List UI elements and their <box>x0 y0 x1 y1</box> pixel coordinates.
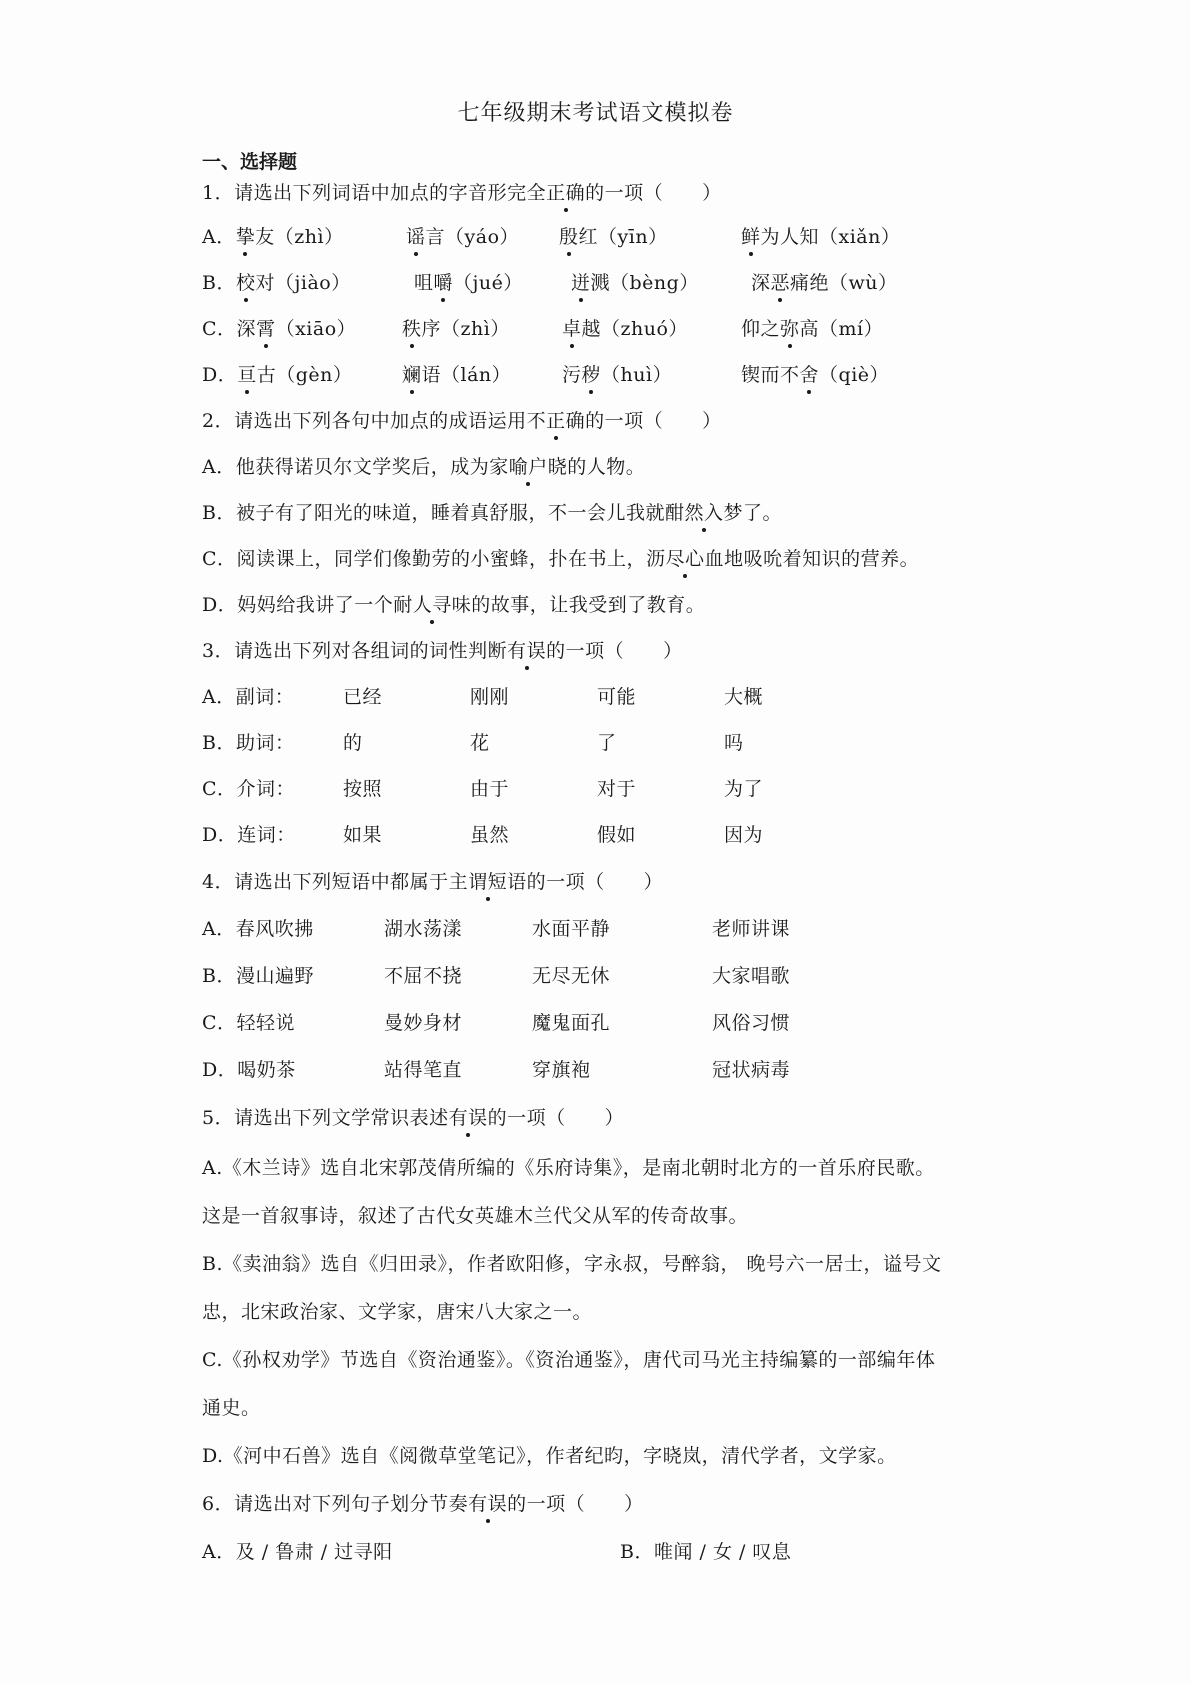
text-run: 痛绝（wù） <box>790 272 898 294</box>
text-run: 3．请选出下列对各组词的词性判断 <box>202 640 508 662</box>
q3-a-w4: 大概 <box>724 686 764 708</box>
section-heading: 一、选择题 <box>202 151 298 173</box>
text-run: 高（mí） <box>799 318 884 340</box>
q4-option-b: B．漫山遍野 <box>202 965 314 987</box>
q1-a-word2 <box>406 222 519 249</box>
q3-c-w4: 为了 <box>724 778 764 800</box>
q6-option-a: A．及 / 鲁肃 / 过寻阳 <box>202 1541 393 1563</box>
text-run: 的一项（ ） <box>487 1107 625 1129</box>
dotted-text: 斓 <box>402 360 422 387</box>
dotted-text: 秩 <box>402 314 422 341</box>
dotted-text: 弥 <box>780 314 800 341</box>
dotted-text: 霄 <box>256 314 276 341</box>
text-run: 古（gèn） <box>256 364 353 386</box>
q5-option-c-line1: C.《孙权劝学》节选自《资治通鉴》。《资治通鉴》，唐代司马光主持编纂的一部编年体 <box>202 1349 936 1371</box>
dotted-text: 有误 <box>468 1489 507 1516</box>
q1-d-word2 <box>402 360 511 387</box>
text-run: 地吸吮着知识的营养。 <box>724 548 920 570</box>
text-run: 1．请选出下列词语中加点的字音形完全 <box>202 182 547 204</box>
q3-b-w1: 的 <box>343 732 363 754</box>
dotted-text: 恶 <box>771 268 791 295</box>
q1-option-d <box>202 360 352 387</box>
dotted-text: 嚼 <box>434 268 454 295</box>
q3-option-d: D．连词： <box>202 824 296 846</box>
text-run: 为人知（xiǎn） <box>760 226 901 248</box>
text-run: 溅（bèng） <box>590 272 699 294</box>
q6-option-b: B．唯闻 / 女 / 叹息 <box>620 1541 792 1563</box>
dotted-text: 秽 <box>582 360 602 387</box>
text-run: 4．请选出下列短语中都属于 <box>202 871 449 893</box>
text-run: 的一项（ ） <box>585 182 722 204</box>
q5-option-c-line2: 通史。 <box>202 1397 261 1419</box>
q4-c-w2: 魔鬼面孔 <box>532 1012 611 1034</box>
text-run: 的一项（ ） <box>585 410 722 432</box>
text-run: 2．请选出下列各句中加点的成语运用 <box>202 410 527 432</box>
q1-option-b <box>202 268 351 295</box>
q3-d-w2: 虽然 <box>470 824 510 846</box>
q4-b-w1: 不屈不挠 <box>384 965 463 987</box>
q3-d-w4: 因为 <box>724 824 764 846</box>
q1-d-word4 <box>741 360 889 387</box>
text-run: （xiāo） <box>275 318 357 340</box>
dotted-text: 家喻户晓 <box>489 452 567 479</box>
page-title: 七年级期末考试语文模拟卷 <box>457 101 734 126</box>
text-run: 越（zhuó） <box>581 318 688 340</box>
dotted-text: 有误 <box>449 1103 488 1130</box>
dotted-text: 鲜 <box>741 222 761 249</box>
dotted-text: 亘 <box>237 360 257 387</box>
q3-a-w1: 已经 <box>343 686 383 708</box>
text-run: 红（yīn） <box>578 226 668 248</box>
text-run: B．被子有了阳光的味道，睡着真舒服，不一会儿我就 <box>202 502 665 524</box>
text-run: C． <box>202 318 237 340</box>
dotted-text: 舍 <box>800 360 820 387</box>
q3-b-w2: 花 <box>470 732 490 754</box>
text-run: 言（yáo） <box>425 226 520 248</box>
text-run: 污 <box>562 364 582 386</box>
text-run: 序（zhì） <box>421 318 510 340</box>
q4-b-w2: 无尽无休 <box>532 965 611 987</box>
q1-a-word3 <box>559 222 668 249</box>
text-run: 咀 <box>414 272 434 294</box>
q5-option-d: D.《河中石兽》选自《阅微草堂笔记》，作者纪昀，字晓岚，清代学者，文学家。 <box>202 1445 897 1467</box>
q3-stem <box>202 636 683 663</box>
q1-c-word2 <box>402 314 510 341</box>
q3-option-c: C．介词： <box>202 778 296 800</box>
text-run: 锲而不 <box>741 364 800 386</box>
text-run: 仰之 <box>741 318 781 340</box>
dotted-text: 不正确 <box>527 406 586 433</box>
dotted-text: 迸 <box>571 268 591 295</box>
q1-option-a <box>202 222 344 249</box>
dotted-text: 沥尽心血 <box>646 544 724 571</box>
text-run: （qiè） <box>819 364 890 386</box>
q1-c-word4 <box>741 314 883 341</box>
text-run: （huì） <box>601 364 673 386</box>
q4-d-w2: 穿旗袍 <box>532 1059 591 1081</box>
q2-option-a <box>202 452 645 479</box>
q5-option-b-line1: B.《卖油翁》选自《归田录》，作者欧阳修，字永叔，号醉翁， 晚号六一居士，谥号文 <box>202 1253 942 1275</box>
q3-a-w3: 可能 <box>597 686 637 708</box>
q4-option-d: D．喝奶茶 <box>202 1059 296 1081</box>
q1-a-word4 <box>741 222 900 249</box>
q4-stem <box>202 867 663 894</box>
q3-a-w2: 刚刚 <box>470 686 510 708</box>
q3-b-w3: 了 <box>597 732 617 754</box>
text-run: 对（jiào） <box>255 272 351 294</box>
q2-stem <box>202 406 722 433</box>
dotted-text: 校 <box>236 268 256 295</box>
text-run: 的人物。 <box>567 456 646 478</box>
q4-c-w1: 曼妙身材 <box>384 1012 463 1034</box>
q5-option-b-line2: 忠，北宋政治家、文学家，唐宋八大家之一。 <box>202 1301 593 1323</box>
q4-c-w3: 风俗习惯 <box>712 1012 791 1034</box>
q3-option-b: B．助词： <box>202 732 295 754</box>
q4-a-w2: 水面平静 <box>532 918 611 940</box>
q3-d-w3: 假如 <box>597 824 637 846</box>
dotted-text: 正确 <box>546 178 585 205</box>
text-run: 的一项（ ） <box>526 871 664 893</box>
text-run: 6．请选出对下列句子划分节奏 <box>202 1493 469 1515</box>
text-run: （jué） <box>453 272 523 294</box>
q4-b-w3: 大家唱歌 <box>712 965 791 987</box>
text-run: 的故事，让我受到了教育。 <box>471 594 706 616</box>
dotted-text: 谣 <box>406 222 426 249</box>
q4-a-w3: 老师讲课 <box>712 918 791 940</box>
q3-c-w2: 由于 <box>470 778 510 800</box>
q1-c-word3 <box>562 314 688 341</box>
q3-c-w1: 按照 <box>343 778 383 800</box>
text-run: 友（zhì） <box>255 226 344 248</box>
q5-stem <box>202 1103 624 1130</box>
q1-option-c <box>202 314 356 341</box>
text-run: D．妈妈给我讲了一个 <box>202 594 394 616</box>
text-run: 的一项（ ） <box>507 1493 644 1515</box>
text-run: 5．请选出下列文学常识表述 <box>202 1107 449 1129</box>
q4-d-w1: 站得笔直 <box>384 1059 463 1081</box>
q5-option-a-line1: A.《木兰诗》选自北宋郭茂倩所编的《乐府诗集》，是南北朝时北方的一首乐府民歌。 <box>202 1157 935 1179</box>
q4-option-a: A．春风吹拂 <box>202 918 314 940</box>
dotted-text: 耐人寻味 <box>393 590 471 617</box>
q2-option-d <box>202 590 705 617</box>
q1-d-word3 <box>562 360 672 387</box>
dotted-text: 殷 <box>559 222 579 249</box>
text-run: 深 <box>751 272 771 294</box>
q1-b-word3 <box>571 268 699 295</box>
text-run: B． <box>202 272 236 294</box>
dotted-text: 主谓短语 <box>449 867 527 894</box>
dotted-text: 有误 <box>507 636 546 663</box>
q3-d-w1: 如果 <box>343 824 383 846</box>
text-run: D． <box>202 364 238 386</box>
q3-b-w4: 吗 <box>724 732 744 754</box>
text-run: 深 <box>236 318 257 340</box>
text-run: C．阅读课上，同学们像勤劳的小蜜蜂，扑在书上， <box>202 548 647 570</box>
q2-option-b <box>202 498 782 525</box>
q6-stem <box>202 1489 644 1516</box>
q1-b-word4 <box>751 268 898 295</box>
text-run: 的一项（ ） <box>546 640 683 662</box>
q4-d-w3: 冠状病毒 <box>712 1059 791 1081</box>
q4-option-c: C．轻轻说 <box>202 1012 296 1034</box>
q4-a-w1: 湖水荡漾 <box>384 918 463 940</box>
dotted-text: 挚 <box>236 222 256 249</box>
text-run: 了。 <box>742 502 782 524</box>
q1-stem <box>202 178 722 205</box>
text-run: 语（lán） <box>421 364 512 386</box>
dotted-text: 酣然入梦 <box>665 498 743 525</box>
text-run: A．他获得诺贝尔文学奖后，成为 <box>202 456 490 478</box>
q3-c-w3: 对于 <box>597 778 637 800</box>
q1-b-word2 <box>414 268 523 295</box>
q5-option-a-line2: 这是一首叙事诗，叙述了古代女英雄木兰代父从军的传奇故事。 <box>202 1205 749 1227</box>
q2-option-c <box>202 544 919 571</box>
dotted-text: 卓 <box>562 314 582 341</box>
text-run: A． <box>202 226 236 248</box>
q3-option-a: A．副词： <box>202 686 295 708</box>
